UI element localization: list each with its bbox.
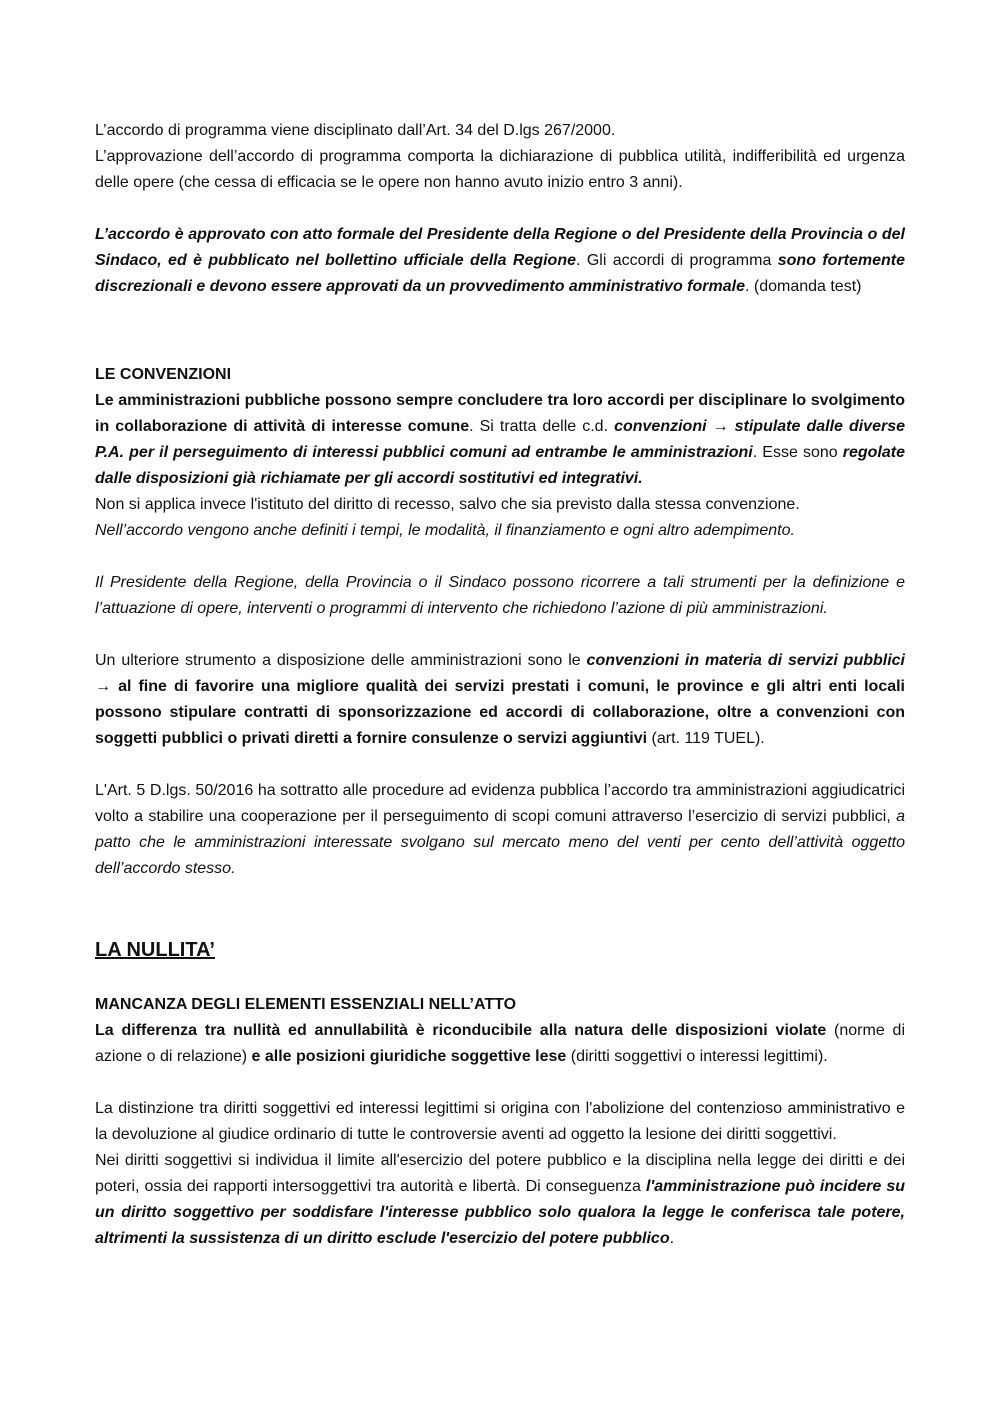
text-run: . xyxy=(669,1230,675,1247)
emphasis-text: regolate dalle disposizioni già richiamate per gli accordi sostitutivi ed integrativi. xyxy=(95,444,905,487)
chapter-heading-nullita: LA NULLITA’ xyxy=(95,939,215,961)
italic-text: a patto che le amministrazioni interessate svolgano sul mercato meno del venti per cento dell’attività oggetto dell’accordo stesso. xyxy=(95,808,905,877)
emphasis-text: convenzioni → stipulate dalle diverse P.A. per il perseguimento di interessi pubblici comuni ad entrambe le amministrazioni xyxy=(95,418,905,461)
paragraph-nullita-diritti-soggettivi xyxy=(95,1148,905,1252)
emphasis-text: sono fortemente discrezionali e devono essere approvati da un provvedimento amministrativo formale xyxy=(95,252,906,295)
text-run: L'Art. 5 D.lgs. 50/2016 ha sottratto alle procedure ad evidenza pubblica l’accordo tra amministrazioni aggiudicatrici volto a stabilire una cooperazione per il perseguimento di scopi comuni attraverso l’esercizio di servizi pubblici, xyxy=(95,782,905,825)
document-page xyxy=(95,118,905,1252)
paragraph-convenzioni-presidente: Il Presidente della Regione, della Provincia o il Sindaco possono ricorrere a tali strumenti per la definizione e l’attuazione di opere, interventi o programmi di intervento che richiedono l’azione di più amministrazioni. xyxy=(95,574,905,617)
paragraph-nullita-distinzione: La distinzione tra diritti soggettivi ed interessi legittimi si origina con l'abolizione del contenzioso amministrativo e la devoluzione al giudice ordinario di tutte le controversie aventi ad oggetto la lesione dei diritti soggettivi. xyxy=(95,1100,905,1143)
paragraph-nullita-differenza xyxy=(95,1018,905,1070)
bold-text: Le amministrazioni pubbliche possono sempre concludere tra loro accordi per disciplinare lo svolgimento in collaborazione di attività di interesse comune xyxy=(95,392,905,435)
paragraph-convenzioni-servizi-pubblici xyxy=(95,648,905,752)
emphasis-text: L’accordo è approvato con atto formale del Presidente della Regione o del Presidente della Provincia o del Sindaco, ed è pubblicato nel bollettino ufficiale della Regione xyxy=(95,226,905,269)
text-run: . Si tratta delle c.d. xyxy=(469,418,615,435)
paragraph-accordo-approvazione xyxy=(95,222,905,300)
text-line: L’approvazione dell’accordo di programma comporta la dichiarazione di pubblica utilità, indifferibilità ed urgenza delle opere (che cessa di efficacia se le opere non hanno avuto inizio entro 3 anni). xyxy=(95,148,905,191)
bold-text: La differenza tra nullità ed annullabilità è riconducibile alla natura delle disposizioni violate xyxy=(95,1022,827,1039)
paragraph-convenzioni-recesso: Non si applica invece l'istituto del diritto di recesso, salvo che sia previsto dalla stessa convenzione. xyxy=(95,496,800,513)
emphasis-text: convenzioni in materia di servizi pubblici xyxy=(586,652,905,669)
text-run: Un ulteriore strumento a disposizione delle amministrazioni sono le xyxy=(95,652,587,669)
text-run: (norme di azione o di relazione) xyxy=(95,1022,905,1065)
paragraph-accordo-intro xyxy=(95,118,905,196)
text-run: . Gli accordi di programma xyxy=(576,252,778,269)
paragraph-convenzioni-tempi: Nell’accordo vengono anche definiti i tempi, le modalità, il finanziamento e ogni altro adempimento. xyxy=(95,522,795,539)
section-heading-convenzioni: LE CONVENZIONI xyxy=(95,366,232,383)
text-run: (diritti soggettivi o interessi legittimi). xyxy=(566,1048,828,1065)
text-line: L’accordo di programma viene disciplinato dall’Art. 34 del D.lgs 267/2000. xyxy=(95,122,616,139)
emphasis-text: l'amministrazione può incidere su un diritto soggettivo per soddisfare l'interesse pubblico solo qualora la legge le conferisca tale potere, altrimenti la sussistenza di un diritto esclude l'esercizio del potere pubblico xyxy=(95,1178,906,1247)
bold-text: e alle posizioni giuridiche soggettive lese xyxy=(251,1048,567,1065)
paragraph-convenzioni-definizione xyxy=(95,388,905,492)
text-run: (art. 119 TUEL). xyxy=(647,730,765,747)
paragraph-convenzioni-art5 xyxy=(95,778,905,882)
text-run: . (domanda test) xyxy=(744,278,862,295)
section-heading-mancanza: MANCANZA DEGLI ELEMENTI ESSENZIALI NELL’ATTO xyxy=(95,996,517,1013)
bold-text: → al fine di favorire una migliore qualità dei servizi prestati i comuni, le province e gli altri enti locali possono stipulare contratti di sponsorizzazione ed accordi di collaborazione, oltre a convenzioni con soggetti pubblici o privati diretti a fornire consulenze o servizi aggiuntivi xyxy=(95,678,905,747)
text-run: Nei diritti soggettivi si individua il limite all'esercizio del potere pubblico e la disciplina nella legge dei diritti e dei poteri, ossia dei rapporti intersoggettivi tra autorità e libertà. Di conseguenza xyxy=(95,1152,905,1195)
text-run: . Esse sono xyxy=(752,444,843,461)
